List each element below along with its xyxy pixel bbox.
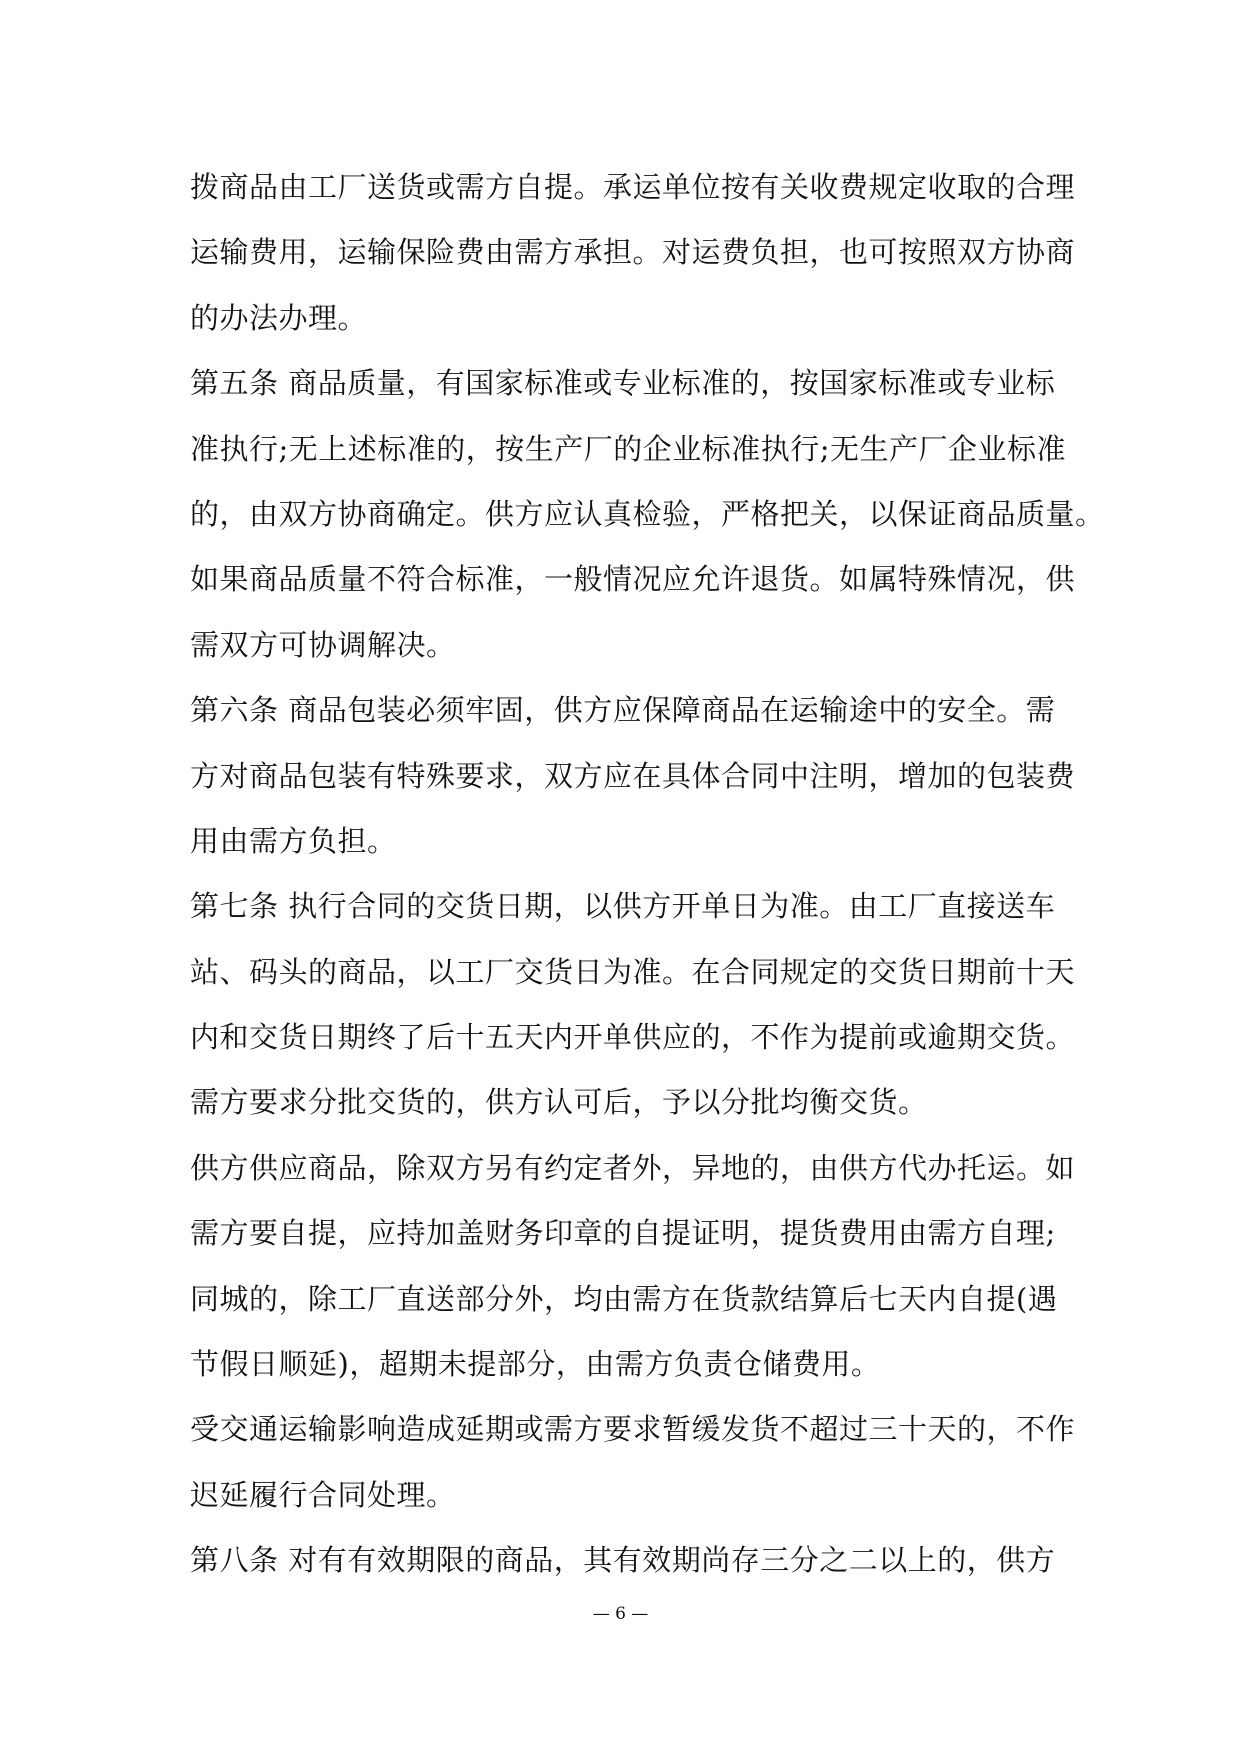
text-line: 需方要自提，应持加盖财务印章的自提证明，提货费用由需方自理; [190,1216,1056,1251]
document-body [190,155,1105,1594]
text-line: 方对商品包装有特殊要求，双方应在具体合同中注明，增加的包装费 [190,758,1076,793]
text-line: 同城的，除工厂直送部分外，均由需方在货款结算后七天内自提(遇 [190,1281,1058,1316]
text-line: 第六条 商品包装必须牢固，供方应保障商品在运输途中的安全。需 [190,693,1056,728]
text-line: 如果商品质量不符合标准，一般情况应允许退货。如属特殊情况，供 [190,562,1076,597]
text-line: 运输费用，运输保险费由需方承担。对运费负担，也可按照双方协商 [190,235,1076,270]
text-line: 需方要求分批交货的，供方认可后，予以分批均衡交货。 [190,1085,928,1120]
text-line: 准执行;无上述标准的，按生产厂的企业标准执行;无生产厂企业标准 [190,431,1067,466]
text-line: 第五条 商品质量，有国家标准或专业标准的，按国家标准或专业标 [190,366,1056,401]
text-line: 迟延履行合同处理。 [190,1477,456,1512]
text-line: 需双方可协调解决。 [190,627,456,662]
text-line: 受交通运输影响造成延期或需方要求暂缓发货不超过三十天的，不作 [190,1412,1076,1447]
text-line: 供方供应商品，除双方另有约定者外，异地的，由供方代办托运。如 [190,1150,1076,1185]
text-line: 节假日顺延)，超期未提部分，由需方负责仓储费用。 [190,1347,881,1382]
text-line: 第八条 对有有效期限的商品，其有效期尚存三分之二以上的，供方 [190,1543,1056,1578]
text-line: 用由需方负担。 [190,823,397,858]
text-line: 的，由双方协商确定。供方应认真检验，严格把关，以保证商品质量。 [190,496,1105,531]
text-line: 内和交货日期终了后十五天内开单供应的，不作为提前或逾期交货。 [190,1020,1076,1055]
page-number: — 6 — [592,1604,649,1624]
text-line: 站、码头的商品，以工厂交货日为准。在合同规定的交货日期前十天 [190,954,1076,989]
text-line: 的办法办理。 [190,300,368,335]
text-line: 拨商品由工厂送货或需方自提。承运单位按有关收费规定收取的合理 [190,170,1076,204]
text-line: 第七条 执行合同的交货日期，以供方开单日为准。由工厂直接送车 [190,889,1056,924]
